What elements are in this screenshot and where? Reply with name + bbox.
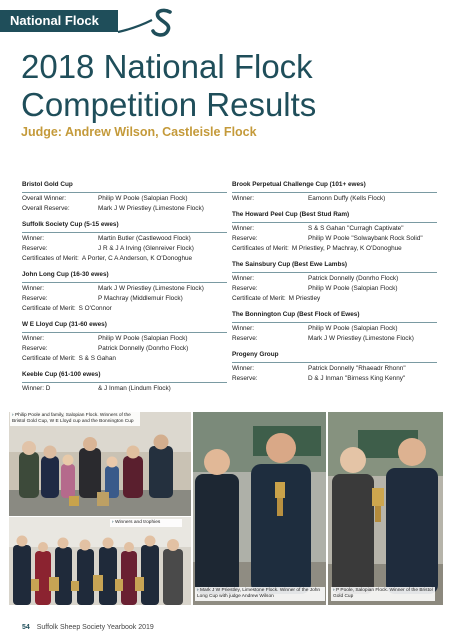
result-label: Reserve: xyxy=(232,285,258,292)
caption-arrow-icon: › xyxy=(12,413,14,418)
result-row xyxy=(22,244,227,254)
cup-divider xyxy=(232,322,437,323)
results-right-column xyxy=(232,180,437,390)
cup-title: The Howard Peel Cup (Best Stud Ram) xyxy=(232,211,350,218)
result-value: Philip W Poole (Salopian Flock) xyxy=(308,325,398,332)
result-row xyxy=(232,284,437,294)
results-left-column xyxy=(22,180,227,400)
caption-text: Winners and trophies xyxy=(114,520,161,525)
result-value: A Porter, C A Anderson, K O'Donoghue xyxy=(81,255,193,262)
result-row xyxy=(232,194,437,204)
result-label: Certificates of Merit: xyxy=(22,255,79,262)
result-value: S & S Gahan "Curragh Captivate" xyxy=(308,225,404,232)
result-row xyxy=(22,354,227,364)
result-row xyxy=(232,364,437,374)
result-row xyxy=(22,194,227,204)
cup-divider xyxy=(22,382,227,383)
judge-subtitle: Judge: Andrew Wilson, Castleisle Flock xyxy=(21,125,257,139)
caption-text: Philip Poole and family, Salopian Flock. Winners of the Bristol Gold Cup, W E Lloyd cup and the Bonnington Cup xyxy=(12,413,134,425)
result-label: Reserve: xyxy=(22,245,48,252)
society-logo-icon xyxy=(118,6,180,38)
result-label: Overall Reserve: xyxy=(22,205,70,212)
result-value: Philip W Poole (Salopian Flock) xyxy=(98,335,188,342)
result-label: Winner: xyxy=(232,275,255,282)
result-value: Mark J W Priestley (Limestone Flock) xyxy=(98,285,204,292)
result-row xyxy=(22,204,227,214)
cup-divider xyxy=(232,362,437,363)
result-value: Martin Butler (Castlewood Flock) xyxy=(98,235,191,242)
result-row xyxy=(232,274,437,284)
result-row xyxy=(22,234,227,244)
result-label: Certificates of Merit: xyxy=(232,245,289,252)
result-label: Winner: xyxy=(232,325,255,332)
caption-winners-trophies xyxy=(110,519,182,527)
result-row xyxy=(232,334,437,344)
cup-divider xyxy=(22,332,227,333)
caption-text: Mark J W Priestley, Limestone Flock. Winner of the John Long Cup with judge Andrew Wilson xyxy=(197,588,321,600)
result-row xyxy=(22,294,227,304)
result-row xyxy=(232,294,437,304)
result-value: Mark J W Priestley (Limestone Flock) xyxy=(308,335,414,342)
result-row xyxy=(232,224,437,234)
cup-title: The Bonnington Cup (Best Flock of Ewes) xyxy=(232,311,360,318)
result-row xyxy=(232,324,437,334)
result-label: Reserve: xyxy=(22,345,48,352)
title-line-1: 2018 National Flock xyxy=(21,48,313,85)
cup-block xyxy=(232,350,437,384)
cup-title: The Sainsbury Cup (Best Ewe Lambs) xyxy=(232,261,348,268)
photo-poole-family xyxy=(9,412,191,516)
result-value: Patrick Donnelly (Donrho Flock) xyxy=(308,275,399,282)
result-value: J R & J A Irving (Glenreiver Flock) xyxy=(98,245,194,252)
result-label: Reserve: xyxy=(232,235,258,242)
page-footer xyxy=(22,624,154,631)
result-row xyxy=(22,384,227,394)
caption-arrow-icon: › xyxy=(112,520,114,525)
result-label: Certificate of Merit: xyxy=(232,295,286,302)
page-title xyxy=(21,48,316,124)
result-label: Reserve: xyxy=(22,295,48,302)
result-label: Winner: xyxy=(232,365,255,372)
result-row xyxy=(22,284,227,294)
cup-block xyxy=(232,210,437,254)
result-value: D & J Inman "Birness King Kenny" xyxy=(308,375,406,382)
result-value: Eamonn Duffy (Kells Flock) xyxy=(308,195,386,202)
result-row xyxy=(232,234,437,244)
caption-arrow-icon: › xyxy=(333,588,335,593)
result-value: S & S Gahan xyxy=(78,355,116,362)
cup-title: Keeble Cup (61-100 ewes) xyxy=(22,371,101,378)
result-row xyxy=(22,344,227,354)
cup-title: Bristol Gold Cup xyxy=(22,181,73,188)
result-label: Winner: xyxy=(22,335,45,342)
cup-divider xyxy=(232,192,437,193)
cup-block xyxy=(232,310,437,344)
cup-title: John Long Cup (16-30 ewes) xyxy=(22,271,109,278)
result-value: M Priestley xyxy=(288,295,321,302)
title-line-2: Competition Results xyxy=(21,86,317,123)
result-label: Winner: xyxy=(232,195,255,202)
caption-poole-winner xyxy=(331,587,435,601)
cup-divider xyxy=(22,232,227,233)
publication-name: Suffolk Sheep Society Yearbook 2019 xyxy=(36,624,154,631)
result-row xyxy=(232,374,437,384)
result-value: P Machray (Middlemuir Flock) xyxy=(98,295,183,302)
result-row xyxy=(232,244,437,254)
result-value: S O'Connor xyxy=(78,305,112,312)
cup-block xyxy=(22,270,227,314)
cup-block xyxy=(22,370,227,394)
photo-winners-trophies xyxy=(9,517,191,605)
result-row xyxy=(22,254,227,264)
result-label: Certificate of Merit: xyxy=(22,355,76,362)
result-value: M Priestley, P Machray, K O'Donoghue xyxy=(291,245,402,252)
cup-divider xyxy=(232,222,437,223)
result-value: Patrick Donnelly "Rhaeadr Rhonn" xyxy=(308,365,406,372)
result-label: Winner: D xyxy=(22,385,51,392)
result-value: Philip W Poole (Salopian Flock) xyxy=(308,285,398,292)
cup-divider xyxy=(232,272,437,273)
cup-title: Brook Perpetual Challenge Cup (101+ ewes) xyxy=(232,181,366,188)
result-label: Reserve: xyxy=(232,375,258,382)
cup-title: Suffolk Society Cup (5-15 ewes) xyxy=(22,221,119,228)
caption-arrow-icon: › xyxy=(197,588,199,593)
result-label: Certificate of Merit: xyxy=(22,305,76,312)
cup-divider xyxy=(22,282,227,283)
cup-divider xyxy=(22,192,227,193)
result-value: Mark J W Priestley (Limestone Flock) xyxy=(98,205,204,212)
cup-block xyxy=(232,180,437,204)
cup-block xyxy=(22,320,227,364)
result-label: Overall Winner: xyxy=(22,195,67,202)
result-label: Winner: xyxy=(22,235,45,242)
cup-title: W E Lloyd Cup (31-60 ewes) xyxy=(22,321,107,328)
result-label: Winner: xyxy=(22,285,45,292)
cup-block xyxy=(22,180,227,214)
caption-priestley-judge xyxy=(195,587,325,601)
result-value: Patrick Donnelly (Donrho Flock) xyxy=(98,345,189,352)
result-value: Philip W Poole (Salopian Flock) xyxy=(98,195,188,202)
cup-block xyxy=(232,260,437,304)
result-label: Reserve: xyxy=(232,335,258,342)
photo-priestley-judge xyxy=(193,412,326,605)
result-value: Philip W Poole "Solwaybank Rock Solid" xyxy=(308,235,423,242)
result-row xyxy=(22,304,227,314)
section-tab: National Flock xyxy=(0,10,118,32)
result-row xyxy=(22,334,227,344)
result-label: Winner: xyxy=(232,225,255,232)
result-value: & J Inman (Lindum Flock) xyxy=(98,385,171,392)
caption-text: P Poole, Salopian Flock. Winner of the Bristol Gold Cup xyxy=(333,588,433,600)
caption-poole-family xyxy=(10,412,140,426)
cup-block xyxy=(22,220,227,264)
photo-poole-winner xyxy=(328,412,443,605)
cup-title: Progeny Group xyxy=(232,351,279,358)
page-number: 54 xyxy=(22,624,30,631)
